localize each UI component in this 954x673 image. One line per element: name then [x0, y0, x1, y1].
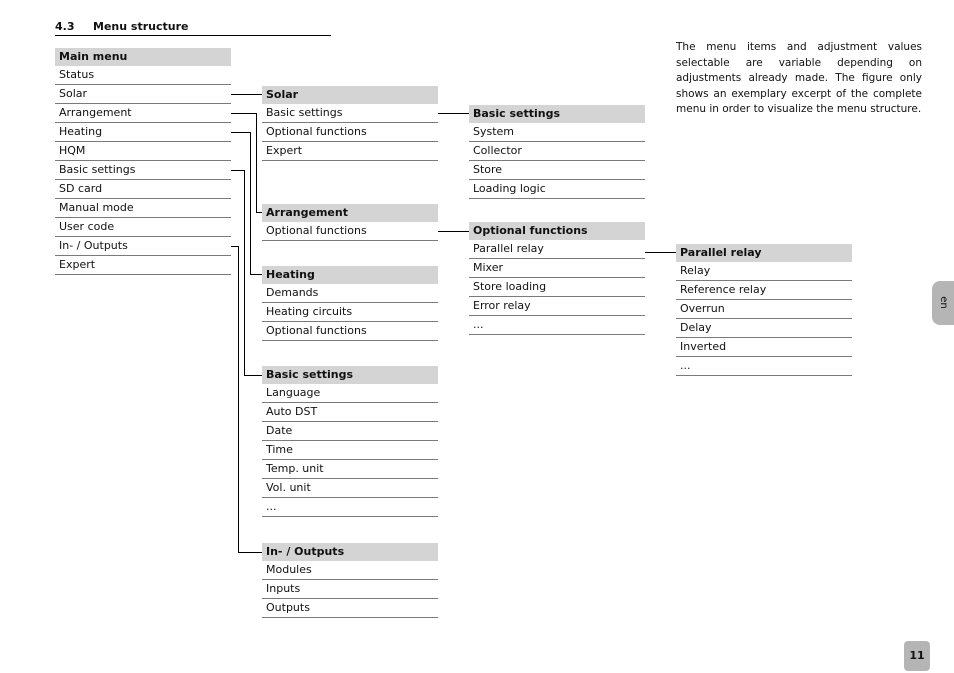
solar-menu-header: Solar	[262, 86, 438, 104]
optional-functions-item: Store loading	[469, 278, 645, 297]
language-tab-label: en	[937, 296, 949, 309]
heating-menu-header: Heating	[262, 266, 438, 284]
solar-basic-settings-menu	[469, 105, 645, 199]
connector-arrangement	[231, 114, 262, 213]
language-tab	[932, 281, 954, 325]
basic-settings-item: Language	[262, 384, 438, 403]
connector-basic-settings	[231, 171, 262, 376]
main-menu	[55, 48, 231, 275]
basic-settings-item: Time	[262, 441, 438, 460]
solar-basic-settings-item: Store	[469, 161, 645, 180]
heating-menu-item: Demands	[262, 284, 438, 303]
basic-settings-header: Basic settings	[262, 366, 438, 384]
parallel-relay-item: ...	[676, 357, 852, 376]
io-menu-item: Inputs	[262, 580, 438, 599]
solar-menu-item: Expert	[262, 142, 438, 161]
main-menu-item-status: Status	[55, 66, 231, 85]
parallel-relay-header: Parallel relay	[676, 244, 852, 262]
optional-functions-item: Error relay	[469, 297, 645, 316]
connector-heating	[231, 133, 262, 275]
optional-functions-item: Mixer	[469, 259, 645, 278]
parallel-relay-item: Overrun	[676, 300, 852, 319]
parallel-relay-item: Reference relay	[676, 281, 852, 300]
main-menu-item-manual-mode: Manual mode	[55, 199, 231, 218]
optional-functions-item: ...	[469, 316, 645, 335]
parallel-relay-item: Inverted	[676, 338, 852, 357]
arrangement-menu	[262, 204, 438, 241]
main-menu-item-sd-card: SD card	[55, 180, 231, 199]
solar-basic-settings-item: Collector	[469, 142, 645, 161]
basic-settings-item: Date	[262, 422, 438, 441]
solar-menu	[262, 86, 438, 161]
optional-functions-header: Optional functions	[469, 222, 645, 240]
parallel-relay-item: Delay	[676, 319, 852, 338]
main-menu-item-heating: Heating	[55, 123, 231, 142]
arrangement-menu-item: Optional functions	[262, 222, 438, 241]
main-menu-item-solar: Solar	[55, 85, 231, 104]
page-number: 11	[904, 641, 930, 671]
solar-basic-settings-header: Basic settings	[469, 105, 645, 123]
arrangement-menu-header: Arrangement	[262, 204, 438, 222]
io-menu-item: Modules	[262, 561, 438, 580]
section-number: 4.3	[55, 20, 75, 33]
basic-settings-item: Auto DST	[262, 403, 438, 422]
intro-paragraph: The menu items and adjustment values selectable are variable depending on adjustments already made. The figure only shows an exemplary excerpt of the complete menu in order to visualize the menu structure.	[676, 41, 922, 115]
basic-settings-item: ...	[262, 498, 438, 517]
solar-menu-item: Basic settings	[262, 104, 438, 123]
connector-io	[231, 247, 262, 553]
main-menu-item-arrangement: Arrangement	[55, 104, 231, 123]
basic-settings-item: Temp. unit	[262, 460, 438, 479]
basic-settings-item: Vol. unit	[262, 479, 438, 498]
heating-menu-item: Optional functions	[262, 322, 438, 341]
heating-menu-item: Heating circuits	[262, 303, 438, 322]
main-menu-item-expert: Expert	[55, 256, 231, 275]
main-menu-item-basic-settings: Basic settings	[55, 161, 231, 180]
solar-basic-settings-item: System	[469, 123, 645, 142]
io-menu-header: In- / Outputs	[262, 543, 438, 561]
solar-basic-settings-item: Loading logic	[469, 180, 645, 199]
section-title: Menu structure	[93, 20, 189, 33]
solar-menu-item: Optional functions	[262, 123, 438, 142]
parallel-relay-item: Relay	[676, 262, 852, 281]
main-menu-item-hqm: HQM	[55, 142, 231, 161]
basic-settings-menu	[262, 366, 438, 517]
main-menu-header: Main menu	[55, 48, 231, 66]
main-menu-item-user-code: User code	[55, 218, 231, 237]
heating-menu	[262, 266, 438, 341]
parallel-relay-menu	[676, 244, 852, 376]
main-menu-item-in-outputs: In- / Outputs	[55, 237, 231, 256]
optional-functions-item: Parallel relay	[469, 240, 645, 259]
io-menu-item: Outputs	[262, 599, 438, 618]
io-menu	[262, 543, 438, 618]
optional-functions-menu	[469, 222, 645, 335]
